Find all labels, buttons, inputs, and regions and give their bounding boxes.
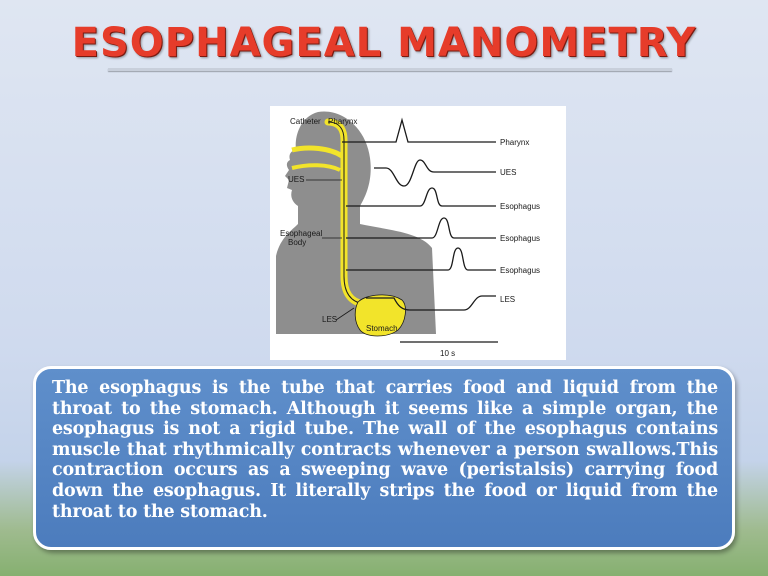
- description-text: The esophagus is the tube that carries food and liquid from the throat to the stomach. Although it seems like a simple organ, the esophagus is not a rigid tube. The wall of the esophagus contains muscle that rhythmically contracts whenever a person swallows.This contraction occurs as a sweeping wave (peristalsis) carrying food down the esophagus. It literally strips the food or liquid from the throat to the stomach.: [52, 378, 718, 522]
- time-scale-label: 10 s: [440, 349, 456, 358]
- trace-label-ues: UES: [500, 168, 517, 177]
- label-pharynx: Pharynx: [328, 117, 358, 126]
- page-title: ESOPHAGEAL MANOMETRY: [71, 20, 697, 66]
- trace-label-pharynx: Pharynx: [500, 138, 530, 147]
- trace-label-esophagus-1: Esophagus: [500, 202, 541, 211]
- trace-label-esophagus-2: Esophagus: [500, 234, 541, 243]
- label-esophageal-body-1: Esophageal: [280, 229, 323, 238]
- manometry-diagram: [270, 106, 566, 360]
- label-les: LES: [322, 315, 338, 324]
- label-esophageal-body-2: Body: [288, 238, 307, 247]
- trace-label-esophagus-3: Esophagus: [500, 266, 541, 275]
- description-box: [33, 366, 735, 550]
- label-catheter: Catheter: [290, 117, 321, 126]
- manometry-diagram-svg: [270, 106, 566, 360]
- label-stomach: Stomach: [366, 324, 398, 333]
- label-ues: UES: [288, 175, 305, 184]
- trace-label-les: LES: [500, 295, 516, 304]
- title-underline: [108, 68, 672, 71]
